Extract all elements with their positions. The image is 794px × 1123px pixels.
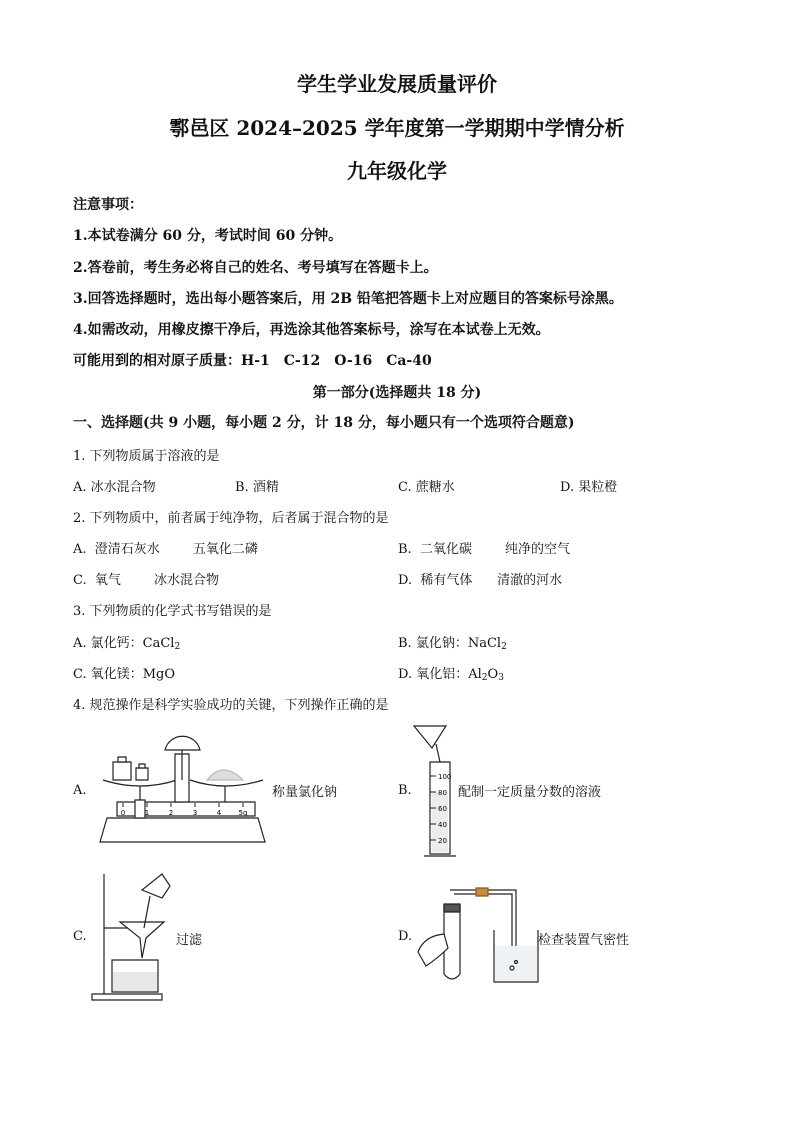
balance-tick-label: 0	[120, 809, 126, 817]
notice-item: 3.回答选择题时，选出每小题答案后，用 2B 铅笔把答题卡上对应题目的答案标号涂黑。	[73, 291, 623, 307]
part-title: 第一部分(选择题共 18 分)	[312, 385, 482, 401]
question-1-stem: 1. 下列物质属于溶液的是	[73, 449, 220, 464]
q3-option-c: C. 氧化镁：MgO	[73, 667, 176, 682]
cylinder-mark-label: 100	[438, 773, 452, 781]
filtration-illustration	[90, 868, 180, 1003]
q1-option-c: C. 蔗糖水	[398, 480, 455, 495]
balance-tick-label: 3	[192, 809, 198, 817]
atomic-mass-line: 可能用到的相对原子质量：H-1 C-12 O-16 Ca-40	[73, 353, 432, 369]
q4-option-b-letter: B.	[398, 783, 412, 798]
notice-item: 4.如需改动，用橡皮擦干净后，再选涂其他答案标号，涂写在本试卷上无效。	[73, 322, 550, 338]
airtightness-check-illustration	[414, 886, 544, 986]
q4-option-b-caption: 配制一定质量分数的溶液	[458, 785, 602, 800]
q2-option-c: C. 氧气 冰水混合物	[73, 573, 219, 588]
q4-option-c-letter: C.	[73, 929, 87, 944]
q4-option-a-letter: A.	[73, 783, 87, 798]
balance-tick-label: 5g	[238, 809, 248, 817]
exam-subtitle: 鄠邑区 2024–2025 学年度第一学期期中学情分析	[169, 116, 625, 140]
cylinder-mark-label: 20	[438, 837, 447, 845]
notice-item: 2.答卷前，考生务必将自己的姓名、考号填写在答题卡上。	[73, 260, 438, 276]
cylinder-mark-label: 80	[438, 789, 447, 797]
notice-heading: 注意事项：	[73, 197, 143, 213]
q1-option-a: A. 冰水混合物	[73, 480, 156, 495]
q2-option-a: A. 澄清石灰水 五氧化二磷	[73, 542, 258, 557]
balance-illustration	[95, 730, 270, 848]
balance-tick-label: 4	[216, 809, 222, 817]
question-2-stem: 2. 下列物质中，前者属于纯净物，后者属于混合物的是	[73, 511, 389, 526]
q4-option-d-caption: 检查装置气密性	[538, 933, 630, 948]
q2-option-b: B. 二氧化碳 纯净的空气	[398, 542, 571, 557]
q4-option-d-letter: D.	[398, 929, 413, 944]
q2-option-d: D. 稀有气体 清澈的河水	[398, 573, 563, 588]
question-4-stem: 4. 规范操作是科学实验成功的关键，下列操作正确的是	[73, 698, 389, 713]
exam-title: 学生学业发展质量评价	[297, 72, 497, 96]
cylinder-mark-label: 60	[438, 805, 447, 813]
q3-option-b: B. 氯化钠：NaCl$_2$	[398, 636, 507, 652]
notice-item: 1.本试卷满分 60 分，考试时间 60 分钟。	[73, 228, 343, 244]
q4-option-a-caption: 称量氯化钠	[272, 785, 338, 800]
section-heading: 一、选择题(共 9 小题，每小题 2 分，计 18 分，每小题只有一个选项符合题意)	[73, 415, 575, 431]
balance-tick-label: 2	[168, 809, 174, 817]
q4-option-c-caption: 过滤	[176, 933, 203, 948]
q1-option-b: B. 酒精	[235, 480, 279, 495]
graduated-cylinder-illustration	[410, 722, 458, 862]
q3-option-a: A. 氯化钙：CaCl$_2$	[73, 636, 181, 652]
q3-option-d: D. 氧化铝：$Al_2O_3$	[398, 667, 504, 683]
q1-option-d: D. 果粒橙	[560, 480, 618, 495]
balance-tick-label: 1	[144, 809, 150, 817]
exam-subject: 九年级化学	[347, 159, 447, 183]
question-3-stem: 3. 下列物质的化学式书写错误的是	[73, 604, 272, 619]
cylinder-mark-label: 40	[438, 821, 447, 829]
